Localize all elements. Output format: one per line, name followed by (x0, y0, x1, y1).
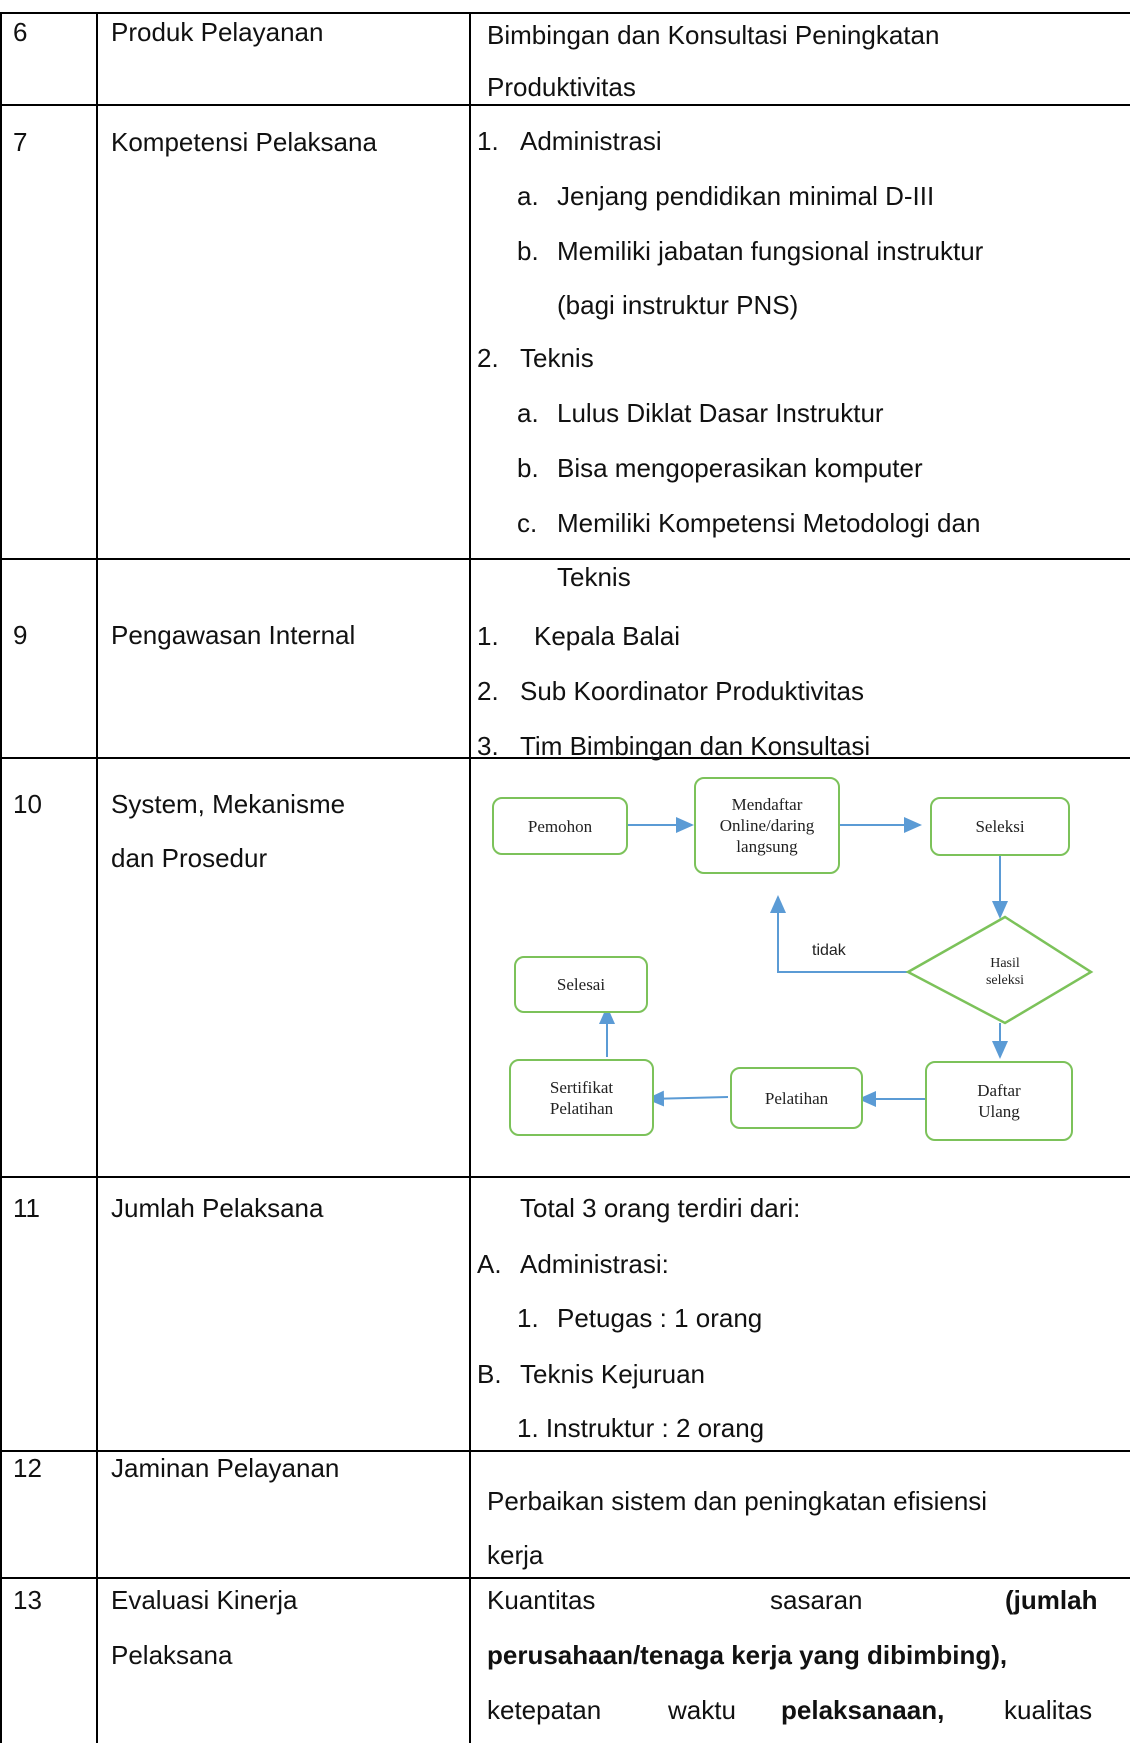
box-text: Pelatihan (764, 1088, 829, 1108)
row-label: Pengawasan Internal (111, 620, 356, 650)
box-text: langsung (736, 837, 798, 856)
row-label: dan Prosedur (111, 843, 268, 873)
list-item: (bagi instruktur PNS) (557, 290, 799, 320)
row-number: 13 (13, 1585, 42, 1615)
row-content: waktu (668, 1695, 736, 1725)
selesai-box (514, 956, 648, 1013)
list-marker: c. (517, 508, 538, 538)
row-content: ketepatan (487, 1695, 602, 1725)
sertifikat-box (509, 1059, 654, 1136)
list-marker: 1. (517, 1303, 539, 1333)
pemohon-box (492, 797, 628, 855)
row-label: Jaminan Pelayanan (111, 1453, 340, 1483)
box-text: Daftar (977, 1081, 1021, 1100)
row-label: Jumlah Pelaksana (111, 1193, 324, 1223)
row-number: 11 (13, 1193, 40, 1223)
row-content: kerja (487, 1540, 544, 1570)
list-item: 1. Instruktur : 2 orang (517, 1413, 765, 1443)
list-item: Teknis (520, 343, 594, 373)
list-item: Teknis (557, 562, 631, 592)
list-marker: 3. (477, 731, 499, 761)
list-item: Administrasi (520, 126, 662, 156)
row-number: 9 (13, 620, 28, 650)
decision-text: seleksi (985, 973, 1025, 988)
list-marker: b. (517, 453, 539, 483)
box-text: Sertifikat (549, 1077, 614, 1097)
list-marker: 2. (477, 676, 499, 706)
row-content: sasaran (770, 1585, 863, 1615)
list-marker: b. (517, 236, 539, 266)
seleksi-box (930, 797, 1070, 856)
box-text: Pelatihan (549, 1098, 614, 1118)
list-marker: 2. (477, 343, 499, 373)
list-item: Teknis Kejuruan (520, 1359, 705, 1389)
list-item: Lulus Diklat Dasar Instruktur (557, 398, 884, 428)
box-text: Mendaftar (731, 795, 803, 814)
list-marker: a. (517, 398, 539, 428)
list-marker: 1. (477, 621, 499, 651)
row-label: Kompetensi Pelaksana (111, 127, 377, 157)
row-number: 6 (13, 17, 28, 47)
pelatihan-box (730, 1067, 863, 1129)
row-content: Perbaikan sistem dan peningkatan efisiensi (487, 1486, 988, 1516)
row-number: 7 (13, 127, 28, 157)
box-text: Pemohon (527, 816, 593, 836)
list-item: Jenjang pendidikan minimal D-III (557, 181, 935, 211)
decision-text: Hasil (990, 956, 1020, 971)
row-number: 10 (13, 789, 42, 819)
box-text: Seleksi (975, 817, 1025, 836)
row-content: Kuantitas (487, 1585, 596, 1615)
arrow-hasil-tidak (778, 897, 908, 972)
row-content-bold: (jumlah (1005, 1585, 1098, 1615)
row-number: 12 (13, 1453, 42, 1483)
row-content-bold: perusahaan/tenaga kerja yang dibimbing), (487, 1640, 1008, 1670)
row-content: Total 3 orang terdiri dari: (520, 1193, 801, 1223)
list-item: Petugas : 1 orang (557, 1303, 763, 1333)
list-marker: a. (517, 181, 539, 211)
list-item: Memiliki Kompetensi Metodologi dan (557, 508, 981, 538)
daftar-ulang-box (925, 1061, 1073, 1141)
row-content-bold: pelaksanaan, (781, 1695, 945, 1725)
row-label: Pelaksana (111, 1640, 233, 1670)
tidak-label: tidak (812, 942, 846, 959)
list-marker: A. (477, 1249, 502, 1279)
list-item: Bisa mengoperasikan komputer (557, 453, 923, 483)
list-item: Tim Bimbingan dan Konsultasi (520, 731, 871, 761)
list-item: Memiliki jabatan fungsional instruktur (557, 236, 984, 266)
list-item: Sub Koordinator Produktivitas (520, 676, 864, 706)
row-content: kualitas (1004, 1695, 1093, 1725)
box-text: Online/daring (719, 816, 815, 835)
list-marker: B. (477, 1359, 502, 1389)
list-item: Kepala Balai (534, 621, 680, 651)
row-content: Produktivitas (487, 72, 636, 102)
arrow-pelatihan-sertifikat (648, 1097, 728, 1099)
row-label: System, Mekanisme (111, 789, 346, 819)
row-content: Bimbingan dan Konsultasi Peningkatan (487, 20, 940, 50)
mendaftar-box (694, 777, 840, 874)
box-text: Selesai (556, 975, 606, 994)
list-marker: 1. (477, 126, 499, 156)
row-label: Produk Pelayanan (111, 17, 324, 47)
box-text: Ulang (978, 1102, 1020, 1121)
list-item: Administrasi: (520, 1249, 669, 1279)
row-label: Evaluasi Kinerja (111, 1585, 298, 1615)
